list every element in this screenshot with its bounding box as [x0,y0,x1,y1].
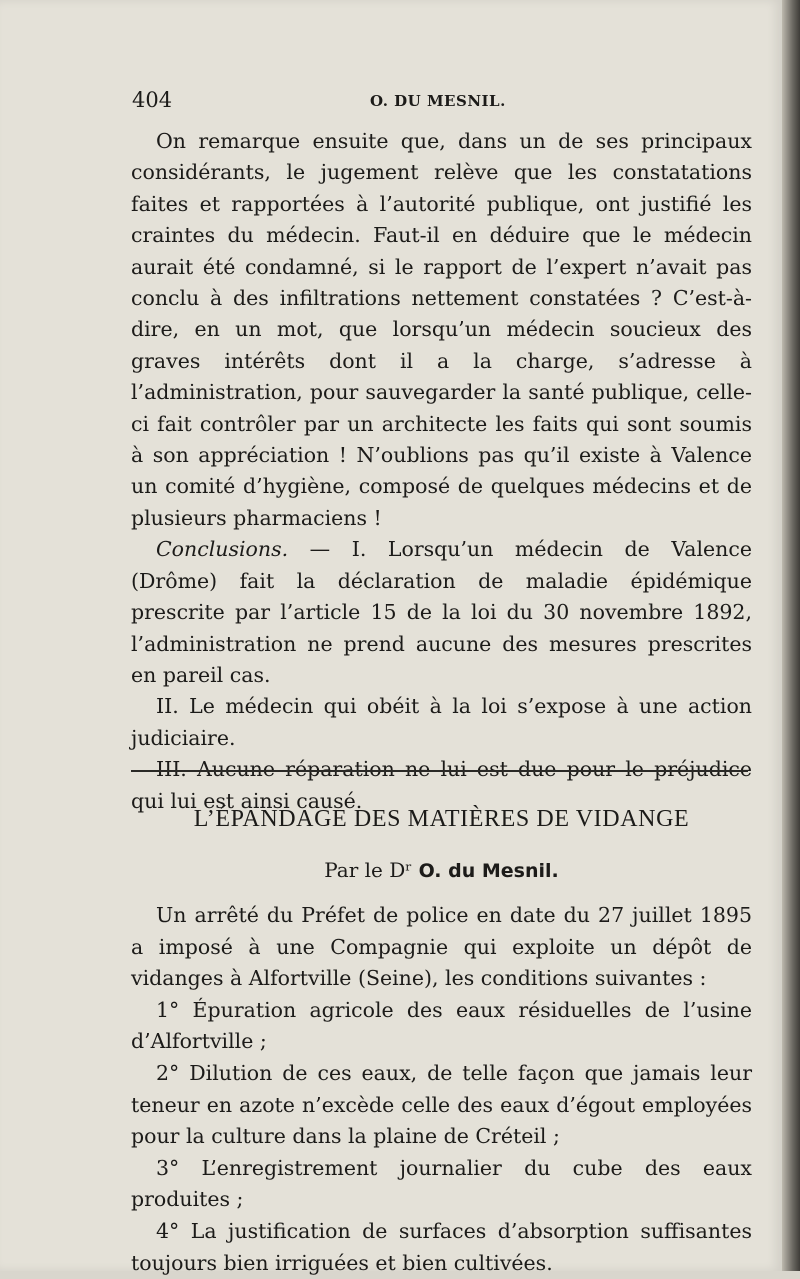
byline-prefix: Par le Dʳ [324,858,419,882]
condition-item: 3° L’enregistrement journalier du cube des eaux produites ; [131,1155,752,1212]
page-edge-shadow [782,0,800,1271]
conclusion-one: — I. Lorsqu’un médecin de Valence (Drôme) fait la déclaration de maladie épidémique prescrite par l’article 15 de la loi du 30 novembre 1892, l’administration ne prend aucune des mesures prescrites en pareil cas. [131,537,752,687]
conclusion-two: II. Le médecin qui obéit à la loi s’expose à une action judiciaire. [131,694,752,750]
article-title: L’ÉPANDAGE DES MATIÈRES DE VIDANGE [193,806,690,832]
byline-author: O. du Mesnil. [418,860,559,882]
section-divider [131,770,748,772]
running-head: O. DU MESNIL. [370,92,506,110]
page-header [132,88,752,116]
condition-item: 4° La justification de surfaces d’absorption suffisantes toujours bien irriguées et bien cultivées. [131,1218,752,1275]
conclusion-three: III. Aucune réparation ne lui est due pour le préjudice qui lui est ainsi causé. [131,757,752,813]
conclusions-paragraph [131,534,752,691]
previous-article-text [131,126,752,817]
paragraph-considerants: On remarque ensuite que, dans un de ses principaux considérants, le jugement relève que les constatations faites et rapportées à l’autorité publique, ont justifié les craintes du médecin. Faut-il en déduire que le médecin aurait été condamné, si le rapport de l’expert n’avait pas conclu à des infiltrations nettement constatées ? C’est-à-dire, en un mot, que lorsqu’un médecin soucieux des graves intérêts dont il a la charge, s’adresse à l’administration, pour sauvegarder la santé publique, celle-ci fait contrôler par un architecte les faits qui sont soumis à son appréciation ! N’oublions pas qu’il existe à Valence un comité d’hygiène, composé de quelques médecins et de plusieurs pharmaciens ! [131,129,752,530]
conclusions-label: Conclusions. [156,537,289,562]
article-body [131,900,752,1279]
page-number: 404 [132,88,173,112]
condition-item: 2° Dilution de ces eaux, de telle façon que jamais leur teneur en azote n’excède celle des eaux d’égout employées pour la culture dans la plaine de Créteil ; [131,1060,752,1149]
byline [131,858,752,882]
condition-item: 1° Épuration agricole des eaux résiduelles de l’usine d’Alfortville ; [131,997,752,1054]
article-intro: Un arrêté du Préfet de police en date du 27 juillet 1895 a imposé à une Compagnie qui exploite un dépôt de vidanges à Alfortville (Seine), les conditions suivantes : [131,903,752,991]
